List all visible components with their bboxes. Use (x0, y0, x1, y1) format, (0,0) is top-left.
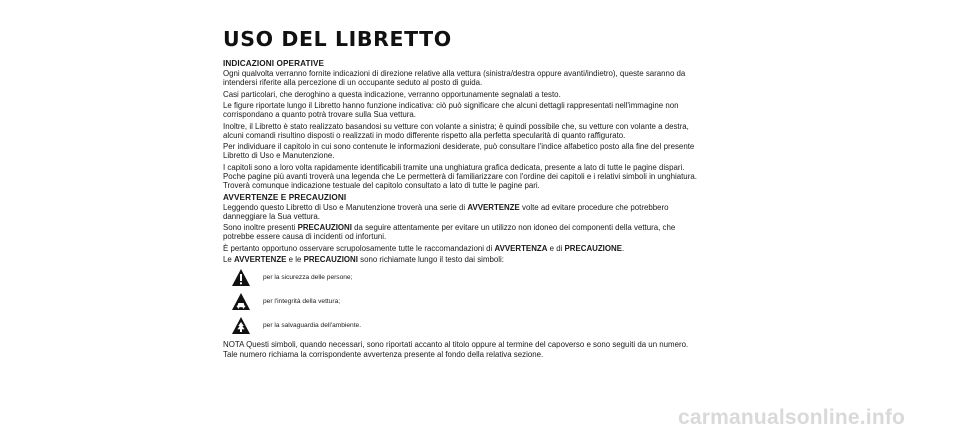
warning-person-icon (231, 268, 251, 287)
section-heading-warnings: AVVERTENZE E PRECAUZIONI (223, 192, 347, 202)
warning-car-icon (231, 292, 251, 311)
symbol-row-person (223, 267, 703, 288)
paragraph: Inoltre, il Libretto è stato realizzato basandosi su vetture con volante a sinistra; è quindi possibile che, su vetture con volante a destra, alcuni comandi risultino disposti o realizzati in modo differente rispetto alla perfetta specularità di quanto raffigurato. (223, 121, 689, 140)
paragraph: È pertanto opportuno osservare scrupolosamente tutte le raccomandazioni di AVVERTENZA e di PRECAUZIONE. (223, 243, 625, 253)
paragraph: Le figure riportate lungo il Libretto hanno funzione indicativa: ciò può significare che alcuni dettagli rappresentati nell'immagine non corrispondano a quanto potrà trovare sulla Sua vettura. (223, 100, 679, 120)
watermark: carmanualsonline.info (678, 406, 906, 429)
symbol-row-car (223, 291, 703, 312)
paragraph: Casi particolari, che deroghino a questa indicazione, verranno opportunamente segnalati a testo. (223, 89, 561, 99)
symbol-label: per la sicurezza delle persone; (263, 273, 353, 281)
symbol-label: per la salvaguardia dell'ambiente. (263, 321, 362, 329)
paragraph: Per individuare il capitolo in cui sono contenute le informazioni desiderate, può consultare l'indice alfabetico posto alla fine del presente Libretto di Uso e Manutenzione. (223, 142, 695, 161)
paragraph: Leggendo questo Libretto di Uso e Manutenzione troverà una serie di AVVERTENZE volte ad evitare procedure che potrebbero danneggiare la Sua vettura. (223, 202, 669, 221)
paragraph: Le AVVERTENZE e le PRECAUZIONI sono richiamate lungo il testo dai simboli: (223, 255, 504, 265)
note-paragraph: NOTA Questi simboli, quando necessari, sono riportati accanto al titolo oppure al termine del capoverso e sono seguiti da un numero. Tale numero richiama la corrispondente avvertenza presente al fondo della relativa sezione. (223, 340, 689, 359)
page-title: USO DEL LIBRETTO (223, 27, 452, 51)
warning-environment-icon (231, 316, 251, 335)
paragraph: Ogni qualvolta verranno fornite indicazioni di direzione relative alla vettura (sinistra/destra oppure avanti/indietro), queste saranno da intendersi riferite alla percezione di un occupante seduto al posto di guida. (223, 69, 686, 88)
paragraph: I capitoli sono a loro volta rapidamente identificabili tramite una unghiatura grafica dedicata, presente a lato di tutte le pagine dispari. Poche pagine più avanti troverà una legenda che Le permetterà di familiarizzare con l'ordine dei capitoli e i relativi simboli in unghiatura. Troverà comunque indicazione testuale del capitolo consultato a lato di tutte le pagine pari. (223, 162, 697, 191)
symbol-label: per l'integrità della vettura; (263, 297, 341, 305)
section-heading-operative: INDICAZIONI OPERATIVE (223, 59, 325, 68)
symbol-row-environment (223, 315, 703, 336)
paragraph: Sono inoltre presenti PRECAUZIONI da seguire attentamente per evitare un utilizzo non idoneo dei componenti della vettura, che potrebbe essere causa di incidenti od infortuni. (223, 223, 676, 242)
manual-page (223, 28, 703, 361)
